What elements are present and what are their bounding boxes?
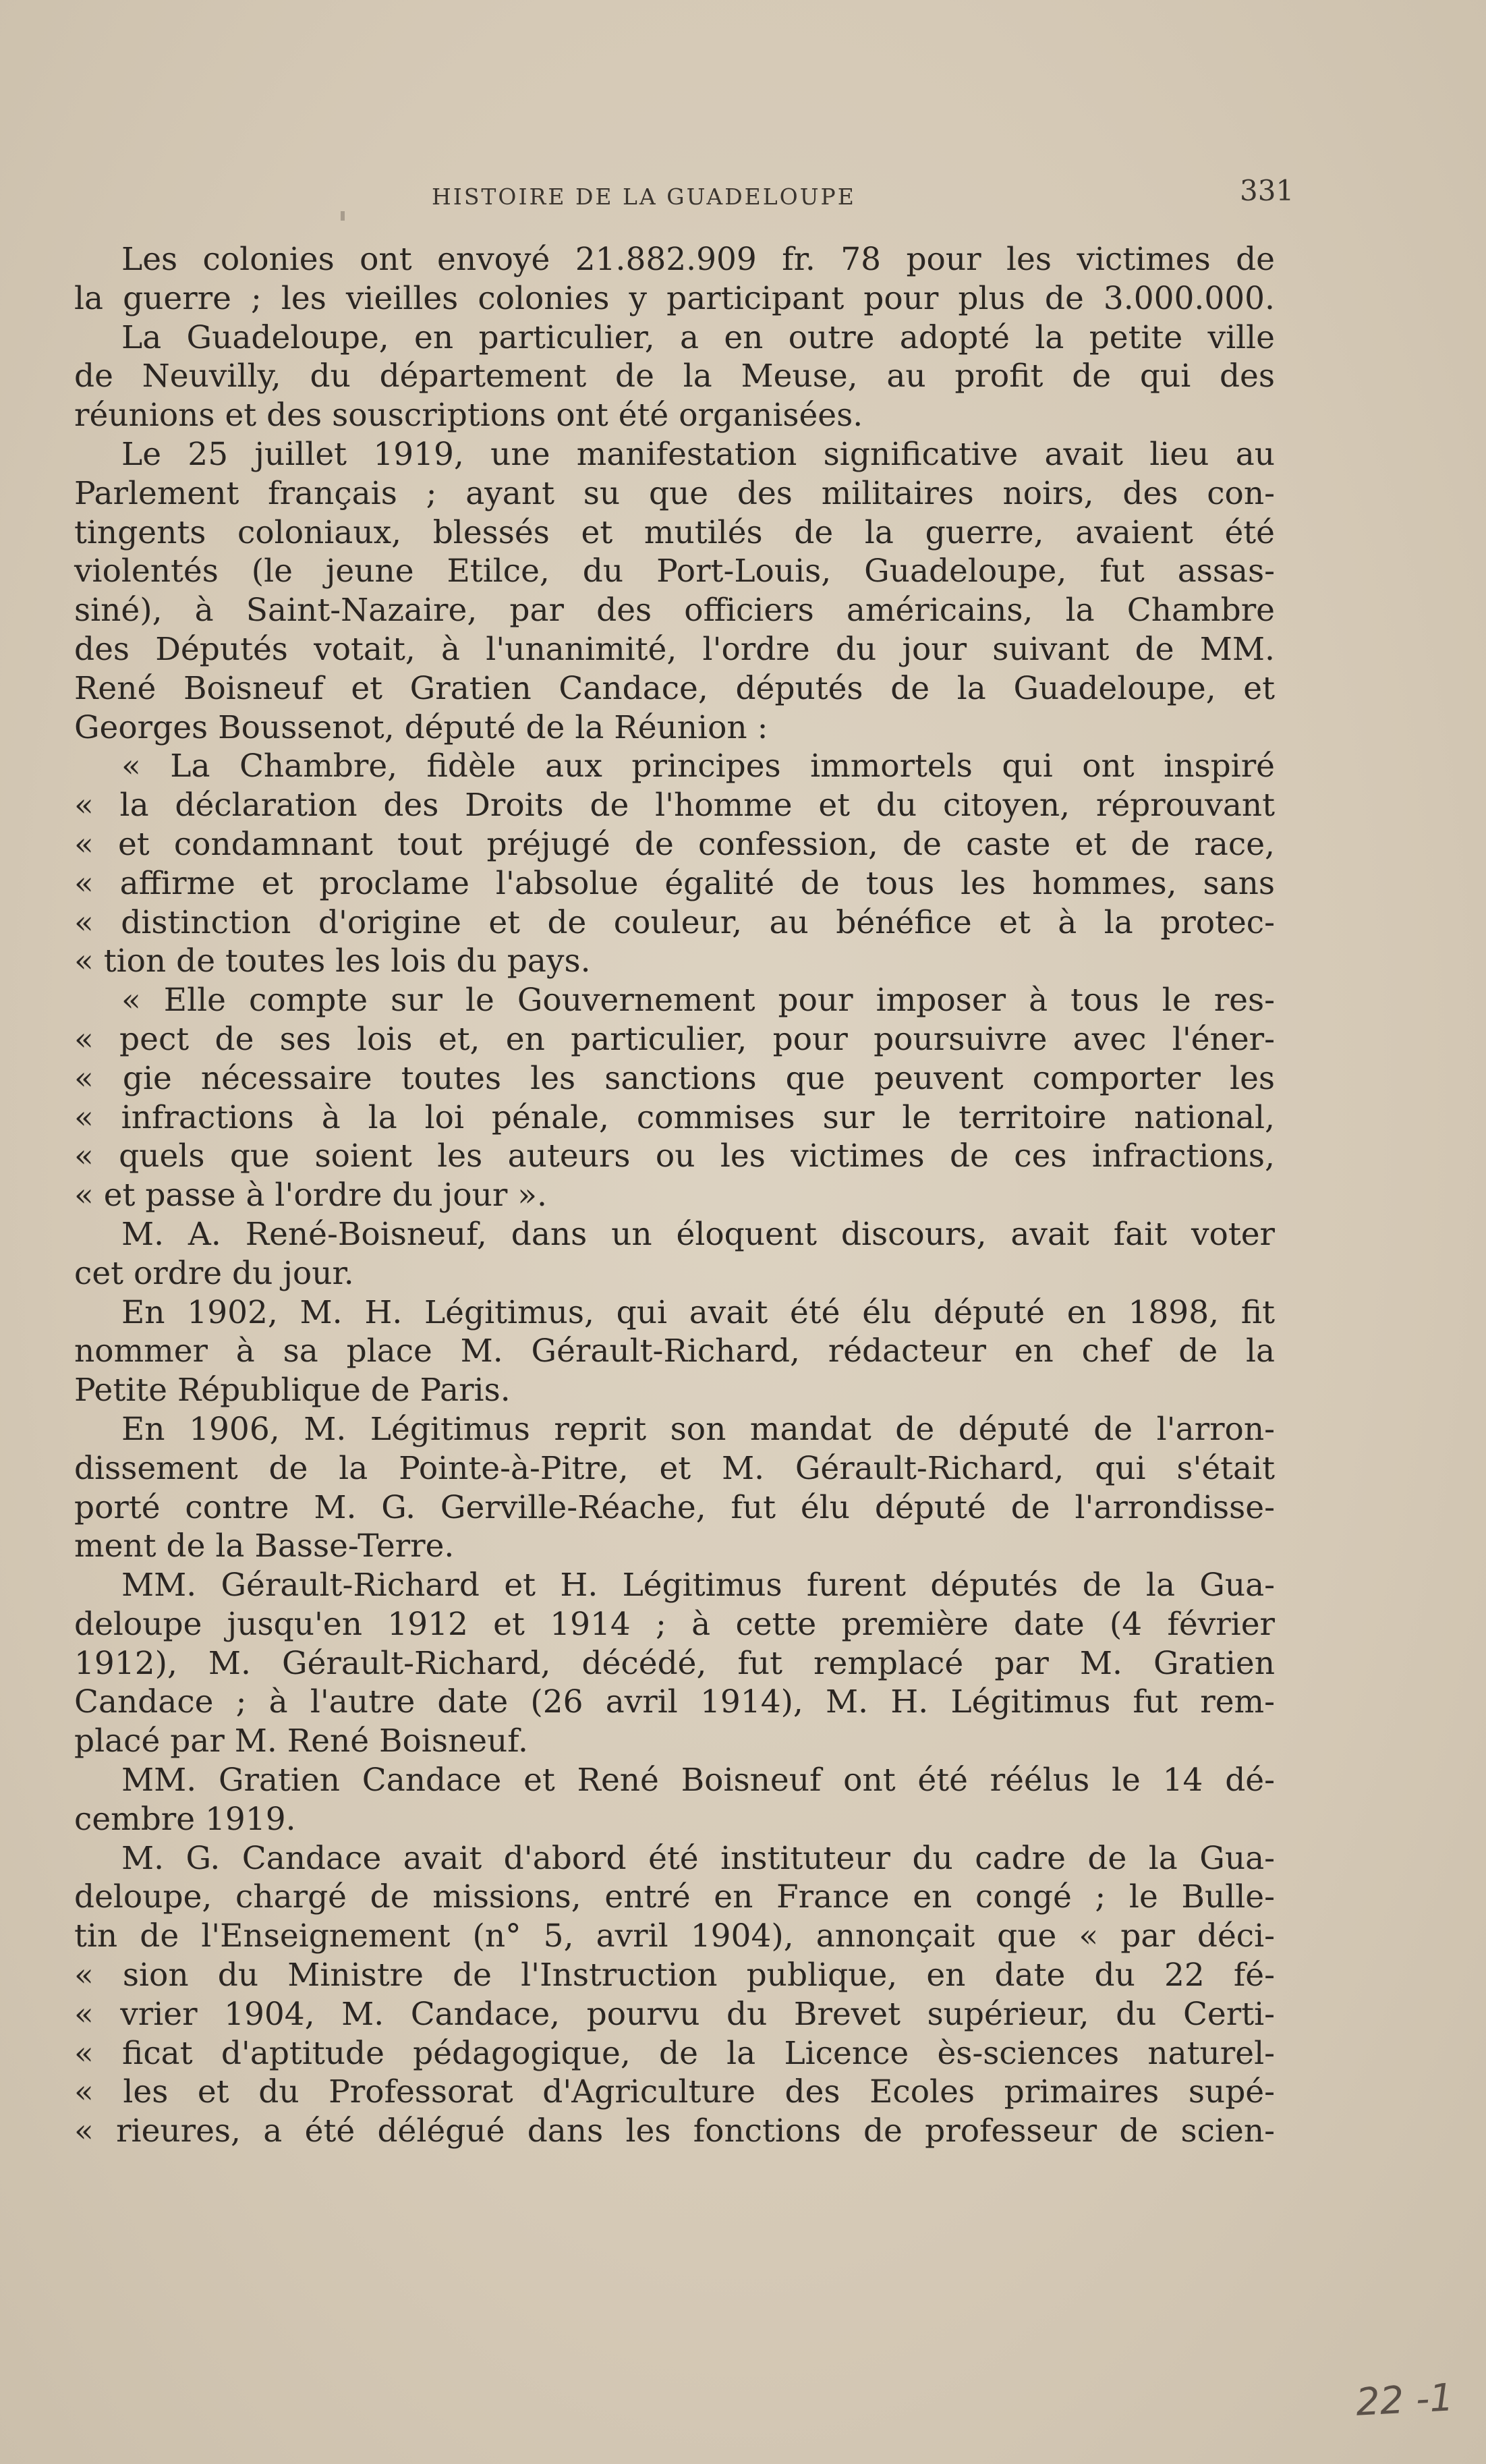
text-line: « et passe à l'ordre du jour ». xyxy=(74,1177,547,1214)
handwritten-margin-note: 22 -1 xyxy=(1354,2376,1455,2425)
text-line: En 1902, M. H. Légitimus, qui avait été élu député en 1898, fit xyxy=(121,1293,1275,1331)
text-line: siné), à Saint-Nazaire, par des officiers américains, la Chambre xyxy=(74,592,1275,629)
page-number: 331 xyxy=(1240,174,1294,207)
text-line: nommer à sa place M. Gérault-Richard, rédacteur en chef de la xyxy=(74,1333,1275,1370)
text-line: « la déclaration des Droits de l'homme et du citoyen, réprouvant xyxy=(74,787,1275,824)
text-line: deloupe jusqu'en 1912 et 1914 ; à cette première date (4 février xyxy=(74,1605,1275,1643)
text-line: « sion du Ministre de l'Instruction publique, en date du 22 fé- xyxy=(74,1957,1275,1994)
text-line: « distinction d'origine et de couleur, au bénéfice et à la protec- xyxy=(74,903,1275,941)
text-line: « rieures, a été délégué dans les fonctions de professeur de scien- xyxy=(74,2112,1275,2150)
text-line: Candace ; à l'autre date (26 avril 1914), M. H. Légitimus fut rem- xyxy=(74,1683,1275,1721)
running-header: HISTOIRE DE LA GUADELOUPE xyxy=(432,184,856,210)
text-line: « gie nécessaire toutes les sanctions que peuvent comporter les xyxy=(74,1059,1275,1097)
text-line: M. A. René-Boisneuf, dans un éloquent discours, avait fait voter xyxy=(121,1215,1275,1253)
text-line: tin de l'Enseignement (n° 5, avril 1904), annonçait que « par déci- xyxy=(74,1917,1275,1955)
text-line: réunions et des souscriptions ont été organisées. xyxy=(74,397,863,435)
text-line: de Neuvilly, du département de la Meuse, au profit de qui des xyxy=(74,358,1275,395)
text-line: « Elle compte sur le Gouvernement pour imposer à tous le res- xyxy=(121,982,1275,1019)
text-line: « vrier 1904, M. Candace, pourvu du Brevet supérieur, du Certi- xyxy=(74,1995,1275,2033)
text-line: Le 25 juillet 1919, une manifestation significative avait lieu au xyxy=(121,435,1275,473)
text-line: la guerre ; les vieilles colonies y participant pour plus de 3.000.000. xyxy=(74,279,1275,317)
text-line: « affirme et proclame l'absolue égalité de tous les hommes, sans xyxy=(74,864,1275,902)
text-line: Georges Boussenot, député de la Réunion : xyxy=(74,708,768,746)
text-line: violentés (le jeune Etilce, du Port-Louis, Guadeloupe, fut assas- xyxy=(74,553,1275,590)
text-line: La Guadeloupe, en particulier, a en outre adopté la petite ville xyxy=(121,318,1275,356)
text-line: Les colonies ont envoyé 21.882.909 fr. 78 pour les victimes de xyxy=(121,241,1275,278)
text-line: « tion de toutes les lois du pays. xyxy=(74,943,591,980)
text-line: « La Chambre, fidèle aux principes immortels qui ont inspiré xyxy=(121,748,1275,785)
text-line: porté contre M. G. Gerville-Réache, fut élu député de l'arrondisse- xyxy=(74,1488,1275,1526)
text-line: MM. Gérault-Richard et H. Légitimus furent députés de la Gua- xyxy=(121,1567,1275,1604)
text-line: cet ordre du jour. xyxy=(74,1254,354,1292)
fold-mark xyxy=(341,211,345,221)
text-line: 1912), M. Gérault-Richard, décédé, fut remplacé par M. Gratien xyxy=(74,1644,1275,1682)
text-line: tingents coloniaux, blessés et mutilés de la guerre, avaient été xyxy=(74,513,1275,551)
text-line: « pect de ses lois et, en particulier, pour poursuivre avec l'éner- xyxy=(74,1020,1275,1058)
text-line: « ficat d'aptitude pédagogique, de la Licence ès-sciences naturel- xyxy=(74,2034,1275,2072)
text-line: placé par M. René Boisneuf. xyxy=(74,1723,528,1760)
text-line: deloupe, chargé de missions, entré en France en congé ; le Bulle- xyxy=(74,1878,1275,1916)
body-text xyxy=(74,240,1275,2151)
text-line: « et condamnant tout préjugé de confession, de caste et de race, xyxy=(74,825,1275,863)
text-line: MM. Gratien Candace et René Boisneuf ont été réélus le 14 dé- xyxy=(121,1762,1275,1799)
text-line: ment de la Basse-Terre. xyxy=(74,1528,455,1565)
text-line: En 1906, M. Légitimus reprit son mandat de député de l'arron- xyxy=(121,1410,1275,1448)
text-line: René Boisneuf et Gratien Candace, députés de la Guadeloupe, et xyxy=(74,669,1275,707)
text-line: cembre 1919. xyxy=(74,1800,296,1838)
text-line: « les et du Professorat d'Agriculture des Ecoles primaires supé- xyxy=(74,2073,1275,2111)
text-line: « infractions à la loi pénale, commises sur le territoire national, xyxy=(74,1098,1275,1136)
text-line: dissement de la Pointe-à-Pitre, et M. Gérault-Richard, qui s'était xyxy=(74,1449,1275,1487)
text-line: Parlement français ; ayant su que des militaires noirs, des con- xyxy=(74,474,1275,512)
text-line: des Députés votait, à l'unanimité, l'ordre du jour suivant de MM. xyxy=(74,630,1275,668)
text-line: M. G. Candace avait d'abord été instituteur du cadre de la Gua- xyxy=(121,1839,1275,1877)
text-line: « quels que soient les auteurs ou les victimes de ces infractions, xyxy=(74,1138,1275,1175)
text-line: Petite République de Paris. xyxy=(74,1372,511,1409)
